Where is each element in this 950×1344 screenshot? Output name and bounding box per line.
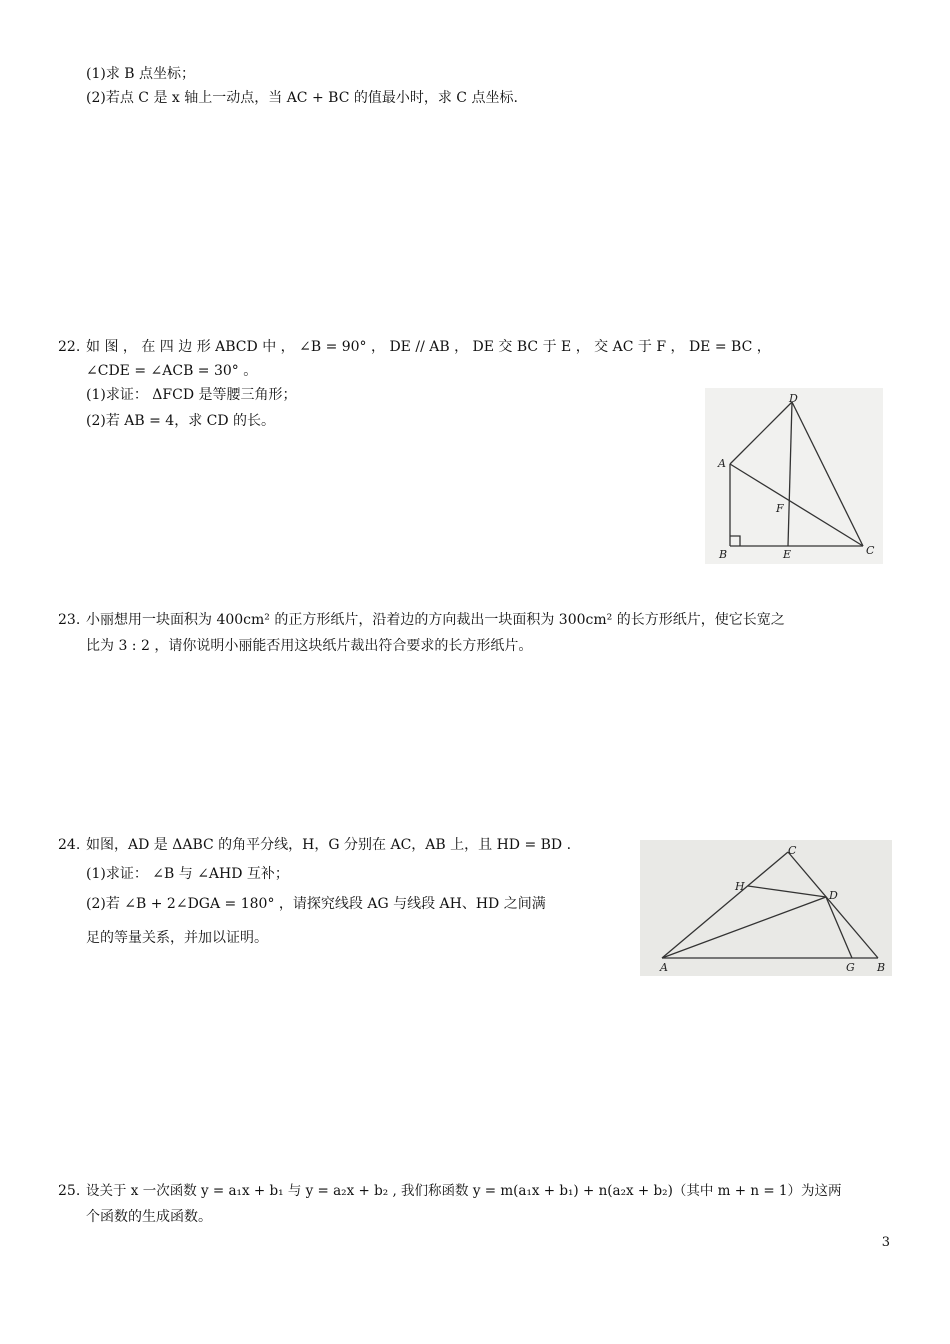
- label-D: D: [789, 392, 798, 405]
- label-H: H: [735, 880, 745, 893]
- label-F: F: [776, 502, 784, 515]
- q22-part2: (2)若 AB = 4，求 CD 的长。: [86, 413, 276, 429]
- label-B: B: [877, 961, 886, 974]
- label-C: C: [788, 844, 797, 857]
- q22-figure: [705, 388, 883, 564]
- segment-AD: [730, 402, 792, 464]
- segment-DG: [826, 897, 852, 958]
- q24-part2: (2)若 ∠B + 2∠DGA = 180° ，请探究线段 AG 与线段 AH、HD 之间满: [86, 896, 546, 912]
- q24-figure: [640, 840, 892, 976]
- q24-part2b: 足的等量关系，并加以证明。: [86, 930, 268, 946]
- label-G: G: [846, 961, 855, 974]
- right-angle-mark: [730, 536, 740, 546]
- label-B: B: [719, 548, 728, 561]
- label-A: A: [718, 457, 726, 470]
- q22-line1: 如 图 ， 在 四 边 形 ABCD 中 ， ∠B = 90° ， DE // AB ， DE 交 BC 于 E ， 交 AC 于 F ， DE = BC ，: [86, 339, 771, 355]
- q22-diagram: [705, 388, 883, 564]
- q22-number: 22.: [58, 339, 81, 355]
- segment-AC: [662, 852, 788, 958]
- q24-part1: (1)求证： ∠B 与 ∠AHD 互补；: [86, 866, 289, 882]
- segment-HD: [748, 886, 826, 897]
- q25-number: 25.: [58, 1183, 81, 1199]
- q23-number: 23.: [58, 612, 81, 628]
- segment-DE: [788, 402, 792, 546]
- label-D: D: [829, 889, 838, 902]
- label-C: C: [866, 544, 875, 557]
- segment-CB: [788, 852, 878, 958]
- q22-line2: ∠CDE = ∠ACB = 30° 。: [86, 363, 258, 379]
- q25-line2: 个函数的生成函数。: [86, 1209, 212, 1225]
- q25-line1: 设关于 x 一次函数 y = a₁x + b₁ 与 y = a₂x + b₂ , 我们称函数 y = m(a₁x + b₁) + n(a₂x + b₂)（其中 m + n = 1）为这两: [86, 1183, 842, 1199]
- q24-line1: 如图，AD 是 ΔABC 的角平分线，H，G 分别在 AC，AB 上，且 HD = BD .: [86, 837, 572, 853]
- label-A: A: [660, 961, 668, 974]
- page-number: 3: [881, 1235, 890, 1250]
- label-E: E: [783, 548, 792, 561]
- q21-part2: (2)若点 C 是 x 轴上一动点，当 AC + BC 的值最小时，求 C 点坐标.: [86, 90, 518, 106]
- q21-part1: (1)求 B 点坐标；: [86, 66, 196, 82]
- q23-line2: 比为 3 : 2 ，请你说明小丽能否用这块纸片裁出符合要求的长方形纸片。: [86, 638, 533, 654]
- q24-number: 24.: [58, 837, 81, 853]
- q24-diagram: [640, 840, 892, 976]
- q23-line1: 小丽想用一块面积为 400cm² 的正方形纸片，沿着边的方向裁出一块面积为 300cm² 的长方形纸片，使它长宽之: [86, 612, 785, 628]
- segment-AD: [662, 897, 826, 958]
- q22-part1: (1)求证： ΔFCD 是等腰三角形；: [86, 387, 297, 403]
